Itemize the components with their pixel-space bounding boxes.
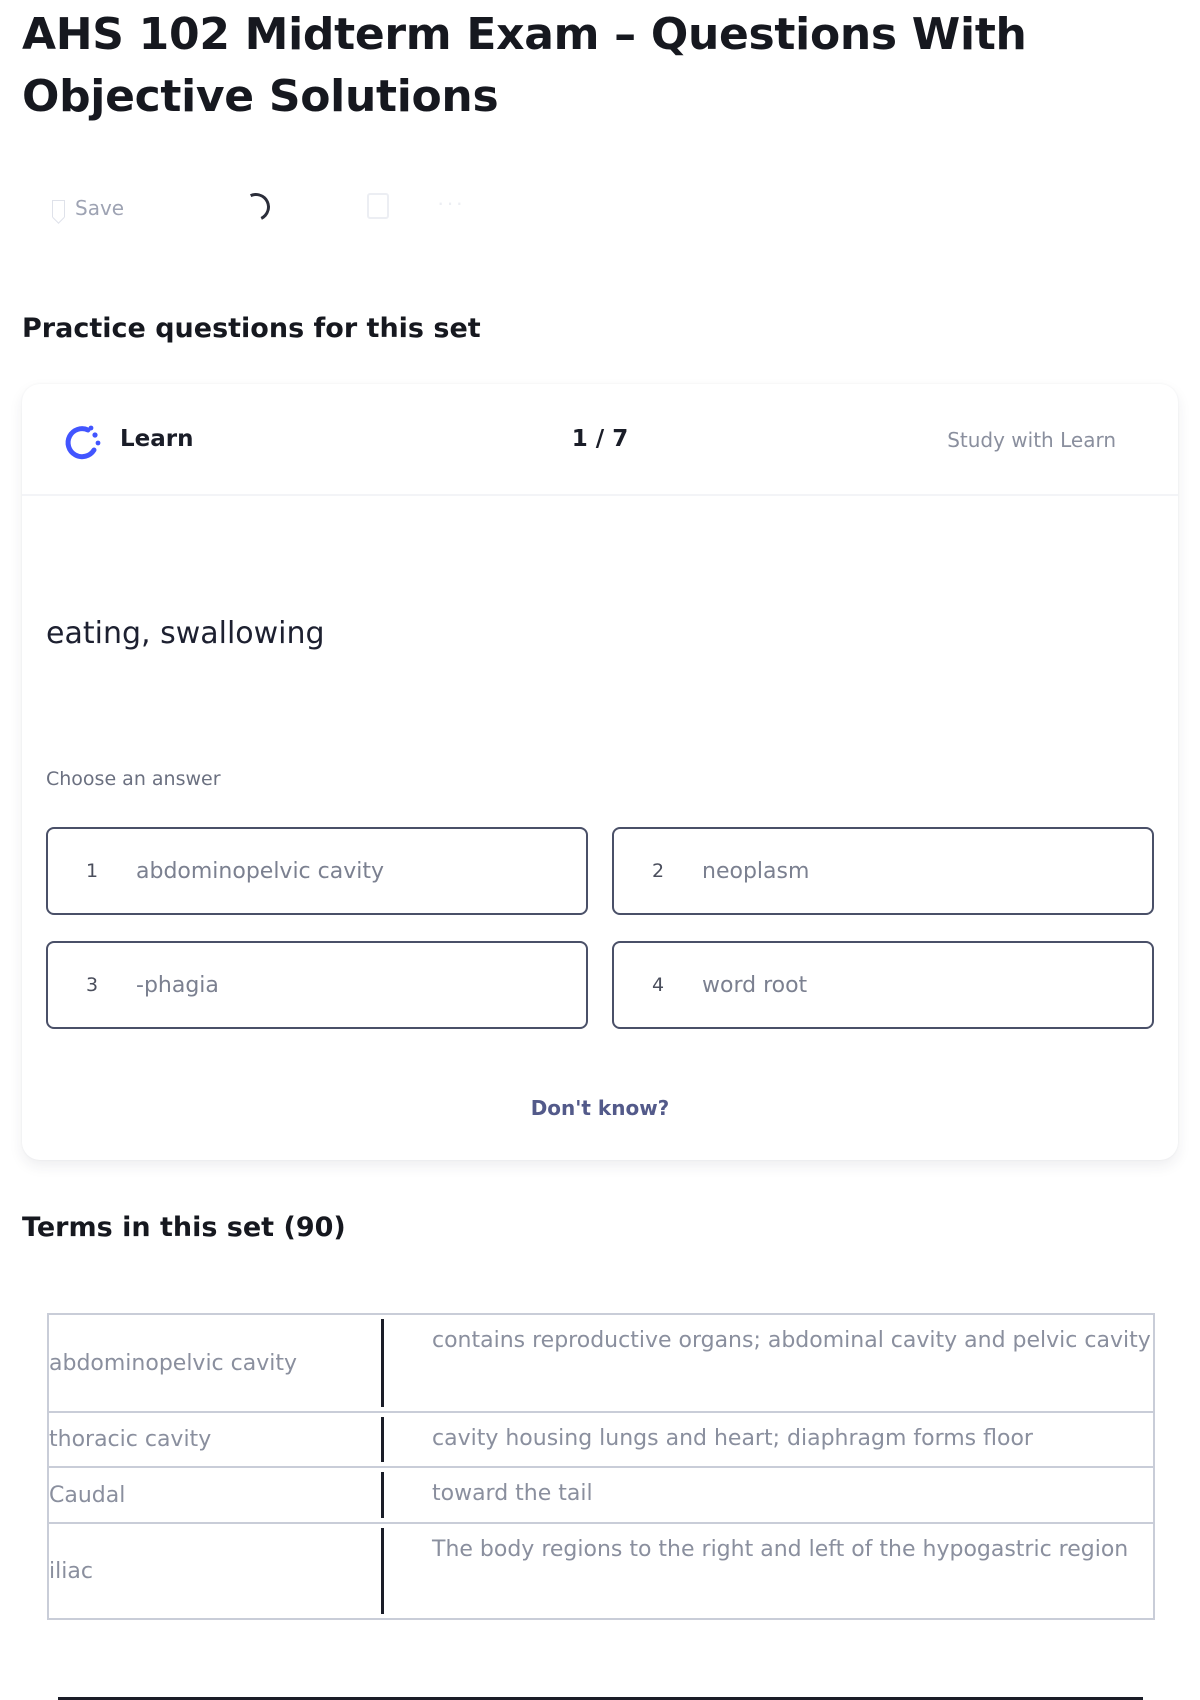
option-number: 3: [85, 974, 99, 996]
bookmark-icon: [52, 200, 65, 217]
page-title: AHS 102 Midterm Exam – Questions With Objective Solutions: [22, 9, 1027, 122]
definition-cell: contains reproductive organs; abdominal cavity and pelvic cavity: [432, 1328, 1151, 1353]
learn-mode-label: Learn: [120, 426, 194, 452]
study-with-learn-link[interactable]: Study with Learn: [947, 428, 1116, 452]
terms-heading: Terms in this set (90): [22, 1212, 346, 1243]
choose-answer-label: Choose an answer: [46, 768, 221, 790]
term-cell: Caudal: [49, 1482, 126, 1508]
option-number: 2: [651, 860, 665, 882]
term-cell: abdominopelvic cavity: [49, 1350, 298, 1376]
more-icon[interactable]: ···: [437, 190, 465, 215]
terms-table: [47, 1313, 1155, 1620]
answer-option-2[interactable]: [612, 827, 1154, 915]
question-progress: 1 / 7: [571, 426, 629, 452]
table-row: [49, 1522, 1153, 1618]
option-number: 1: [85, 860, 99, 882]
definition-cell: The body regions to the right and left of the hypogastric region: [432, 1537, 1129, 1562]
loading-spinner-icon: [238, 189, 274, 225]
option-text: word root: [702, 972, 808, 998]
set-toolbar: [52, 188, 492, 228]
option-number: 4: [651, 974, 665, 996]
table-row: [49, 1315, 1153, 1411]
answer-option-3[interactable]: [46, 941, 588, 1029]
answer-option-1[interactable]: [46, 827, 588, 915]
answer-option-4[interactable]: [612, 941, 1154, 1029]
term-cell: thoracic cavity: [49, 1427, 212, 1452]
share-icon[interactable]: [367, 193, 389, 219]
term-cell: iliac: [49, 1558, 93, 1584]
learn-card-header: [22, 384, 1178, 496]
dont-know-button[interactable]: Don't know?: [530, 1096, 670, 1120]
practice-heading: Practice questions for this set: [22, 313, 481, 344]
option-text: -phagia: [136, 972, 219, 998]
option-text: neoplasm: [702, 858, 810, 884]
save-label: Save: [75, 196, 125, 220]
table-row: [49, 1466, 1153, 1522]
save-button[interactable]: [52, 188, 124, 228]
learn-card: [22, 384, 1178, 1160]
definition-cell: toward the tail: [432, 1481, 593, 1506]
question-prompt: eating, swallowing: [46, 616, 325, 651]
definition-cell: cavity housing lungs and heart; diaphragm forms floor: [432, 1426, 1033, 1451]
option-text: abdominopelvic cavity: [136, 858, 385, 884]
table-row: [49, 1411, 1153, 1466]
